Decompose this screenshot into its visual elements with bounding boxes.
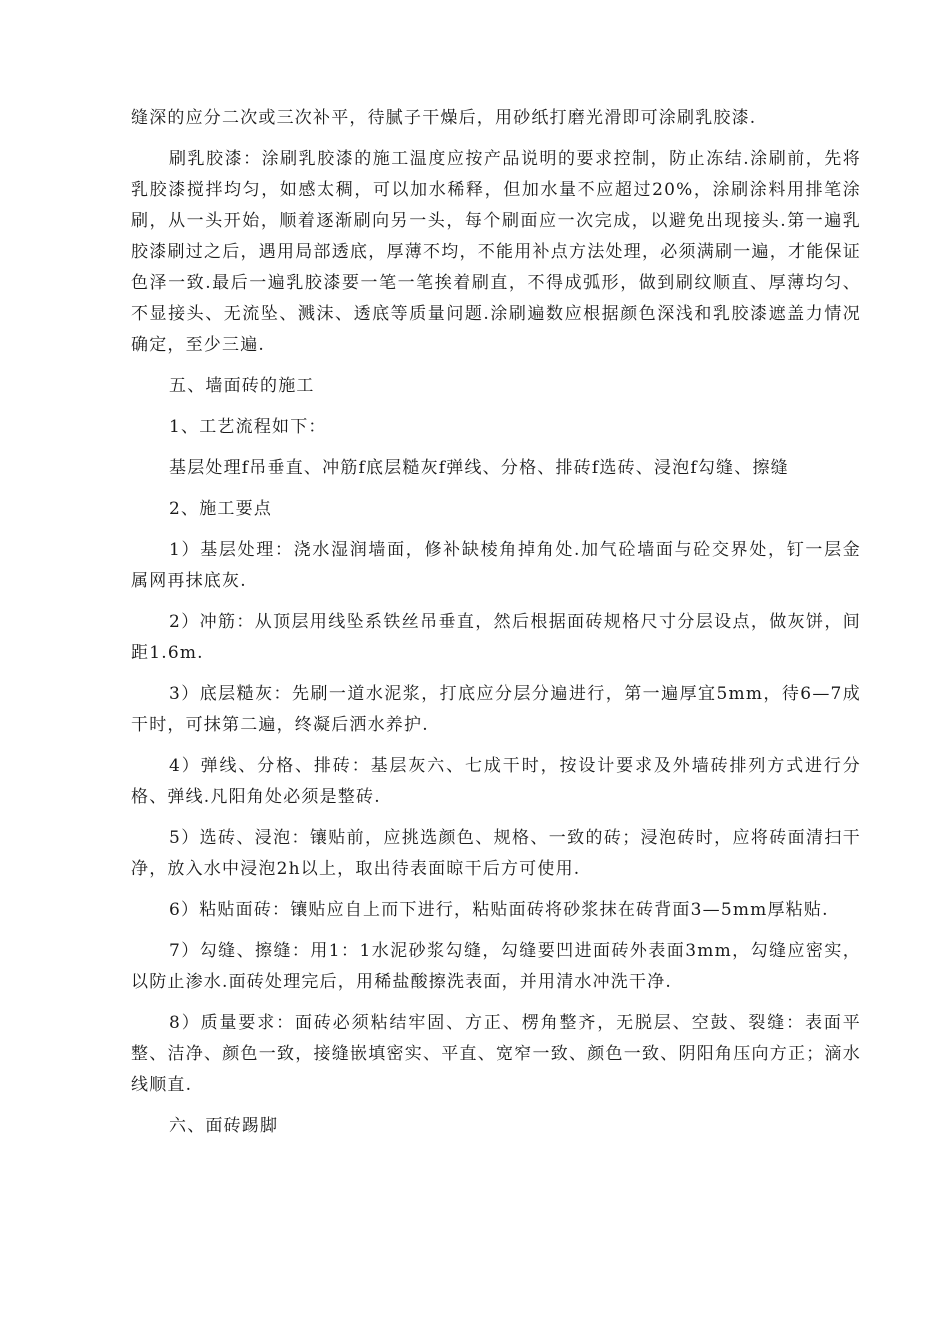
paragraph-step-3: 3）底层糙灰：先刷一道水泥浆，打底应分层分遍进行，第一遍厚宜5mm，待6—7成干时，可抹第二遍，终凝后洒水养护. (131, 684, 861, 735)
paragraph-step-7: 7）勾缝、擦缝：用1：1水泥砂浆勾缝，勾缝要凹进面砖外表面3mm，勾缝应密实，以防止渗水.面砖处理完后，用稀盐酸擦洗表面，并用清水冲洗干净. (131, 941, 861, 992)
paragraph-process-flow: 基层处理f吊垂直、冲筋f底层糙灰f弹线、分格、排砖f选砖、浸泡f勾缝、擦缝 (169, 458, 789, 478)
subheading-process-flow: 1、工艺流程如下： (169, 417, 327, 437)
paragraph-step-2: 2）冲筋：从顶层用线坠系铁丝吊垂直，然后根据面砖规格尺寸分层设点，做灰饼，间距1.6m. (131, 612, 861, 663)
paragraph-latex-paint: 刷乳胶漆：涂刷乳胶漆的施工温度应按产品说明的要求控制，防止冻结.涂刷前，先将乳胶漆搅拌均匀，如感太稠，可以加水稀释，但加水量不应超过20%，涂刷涂料用排笔涂刷，从一头开始，顺着逐渐刷向另一头，每个刷面应一次完成，以避免出现接头.第一遍乳胶漆刷过之后，遇用局部透底，厚薄不均，不能用补点方法处理，必须满刷一遍，才能保证色泽一致.最后一遍乳胶漆要一笔一笔挨着刷直，不得成弧形，做到刷纹顺直、厚薄均匀、不显接头、无流坠、溅沫、透底等质量问题.涂刷遍数应根据颜色深浅和乳胶漆遮盖力情况确定，至少三遍. (131, 149, 861, 355)
paragraph-step-1: 1）基层处理：浇水湿润墙面，修补缺棱角掉角处.加气砼墙面与砼交界处，钉一层金属网再抹底灰. (131, 540, 861, 591)
section-heading-skirting: 六、面砖踢脚 (169, 1116, 279, 1136)
paragraph-step-6: 6）粘贴面砖：镶贴应自上而下进行，粘贴面砖将砂浆抹在砖背面3—5mm厚粘贴. (169, 900, 829, 920)
paragraph-continuation: 缝深的应分二次或三次补平，待腻子干燥后，用砂纸打磨光滑即可涂刷乳胶漆. (131, 108, 757, 128)
section-heading-wall-tile: 五、墙面砖的施工 (169, 376, 315, 396)
paragraph-step-4: 4）弹线、分格、排砖：基层灰六、七成干时，按设计要求及外墙砖排列方式进行分格、弹线.凡阳角处必须是整砖. (131, 756, 861, 807)
subheading-key-points: 2、施工要点 (169, 499, 273, 519)
document-body (131, 103, 861, 1142)
paragraph-step-8: 8）质量要求：面砖必须粘结牢固、方正、楞角整齐，无脱层、空鼓、裂缝：表面平整、洁净、颜色一致，接缝嵌填密实、平直、宽窄一致、颜色一致、阴阳角压向方正；滴水线顺直. (131, 1013, 861, 1095)
paragraph-step-5: 5）选砖、浸泡：镶贴前，应挑选颜色、规格、一致的砖；浸泡砖时，应将砖面清扫干净，放入水中浸泡2h以上，取出待表面晾干后方可使用. (131, 828, 861, 879)
